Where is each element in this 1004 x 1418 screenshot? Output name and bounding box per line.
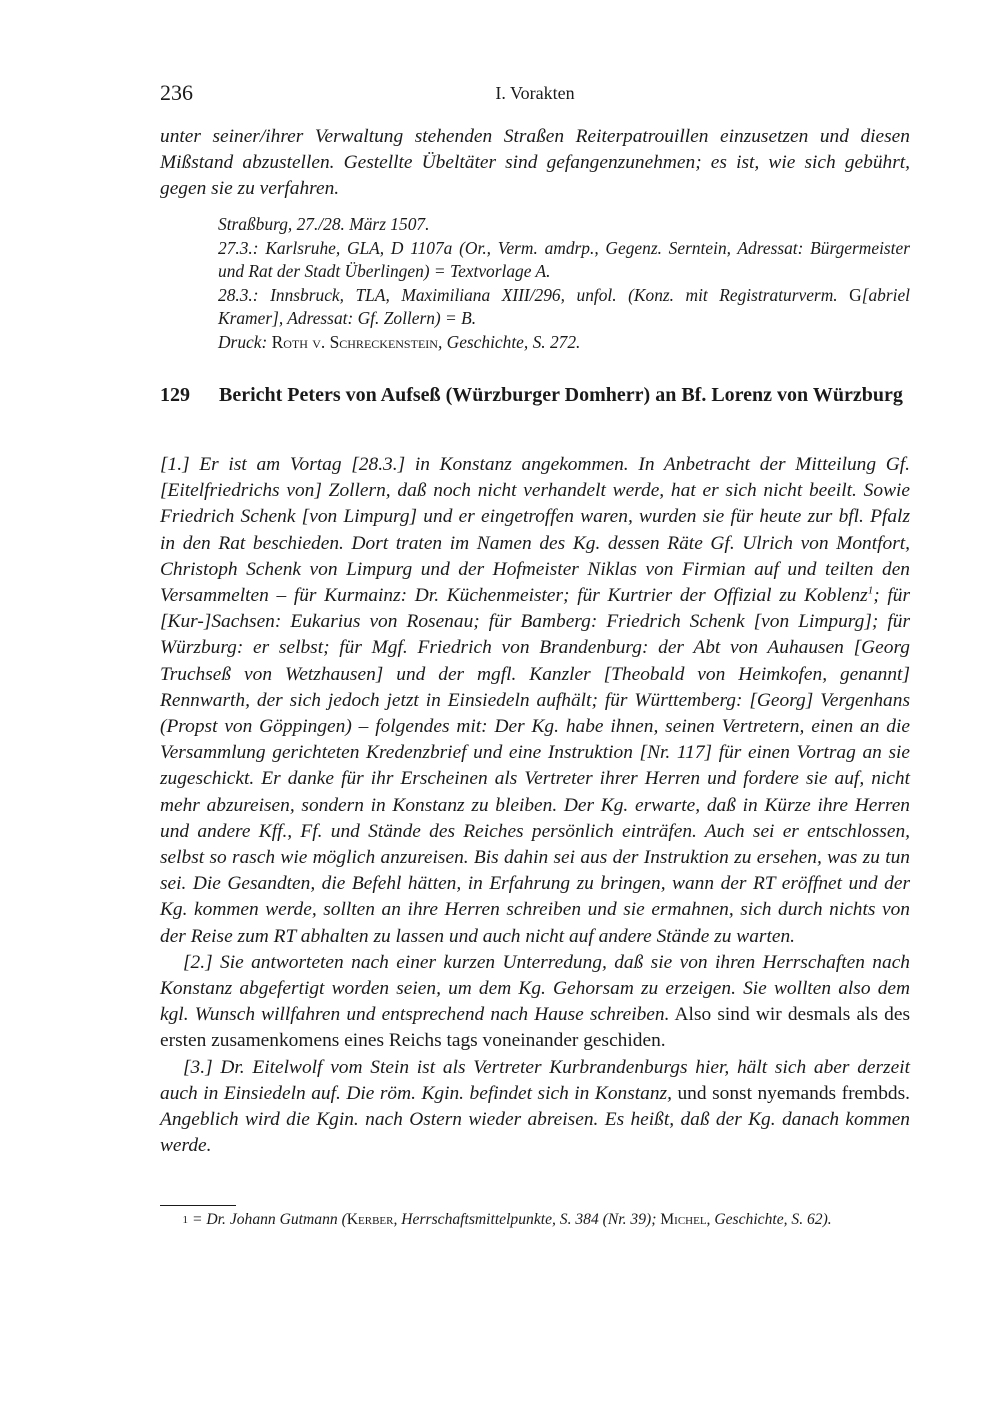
paragraph-2-quote: Also sind wir desmals als des ersten zusamenkomens eines Reichs tags voneinander geschiden. — [160, 1004, 910, 1052]
footnote-prefix: = Dr. Johann Gutmann ( — [192, 1211, 347, 1228]
footnote-text-2: , Geschichte, S. 62). — [706, 1211, 832, 1228]
paragraph-1-part-b: ; für [Kur-]Sachsen: Eukarius von Rosenau; für Bamberg: Friedrich Schenk [von Limpurg]; für Würzburg: er selbst; für Mgf. Friedrich von Brandenburg: der Abt von Auhausen [Georg Truchseß von Wetzhausen] und der mgfl. Kanzler [Theobald von Heimkofen, genannt] Rennwarth, der sich jedoch jetzt in Einsiedeln aufhält; für Württemberg: [Georg] Vergenhans (Propst von Göppingen) – folgendes mit: Der Kg. habe ihnen, seinen Vertretern, einen an die Versammlung gerichteten Kredenzbrief und eine Instruktion [Nr. 117] für einen Vortrag an sie zugeschickt. Er danke für ihr Erscheinen als Vertreter ihrer Herren und fordere sie auf, nicht mehr abzureisen, sondern in Konstanz zu bleiben. Der Kg. erwarte, daß in Kürze ihre Herren und andere Kff., Ff. und Stände des Reiches persönlich einträfen. Auch sei er entschlossen, selbst so rasch wie möglich anzureisen. Bis dahin sei aus der Instruktion zu ersehen, was zu tun sei. Die Gesandten, die Befehl hätten, in Erfahrung zu bringen, wann der RT eröffnet und der Kg. kommen werde, sollten an ihre Herren schreiben und sie ermahnen, sich durch nichts von der Reise zum RT abhalten zu lassen und auch nicht auf andere Stände zu warten. — [160, 585, 911, 947]
source-print-label: Druck: — [218, 331, 268, 352]
source-version-b-text: 28.3.: Innsbruck, TLA, Maximiliana XIII/296, unfol. (Konz. mit Registraturverm. — [218, 284, 838, 305]
source-version-b-upright: G — [849, 284, 862, 305]
source-version-b-end: [abriel Kramer], Adressat: Gf. Zollern) = B. — [218, 284, 911, 329]
paragraph-2 — [160, 950, 910, 1055]
footnote-author-2: Michel — [660, 1211, 707, 1228]
paragraph-1 — [160, 452, 910, 950]
source-place-date: Straßburg, 27./28. März 1507. — [218, 214, 430, 234]
document-number: 129 — [160, 384, 190, 406]
paragraph-3-italic: [3.] Dr. Eitelwolf vom Stein ist als Vertreter Kurbrandenburgs hier, hält sich aber derzeit auch in Einsiedeln auf. Die röm. Kgin. befindet sich in Konstanz, — [160, 1056, 910, 1104]
footnote-1 — [160, 1209, 910, 1231]
footnote-divider — [160, 1205, 236, 1206]
page-number: 236 — [160, 80, 193, 105]
source-print-rest: , Geschichte, S. 272. — [437, 331, 581, 352]
page-header — [160, 80, 910, 110]
source-version-a: 27.3.: Karlsruhe, GLA, D 1107a (Or., Verm. amdrp., Gegenz. Serntein, Adressat: Bürgermeister und Rat der Stadt Überlingen) = Textvorlage A. — [218, 237, 910, 282]
paragraph-3-quote: und sonst nyemands frembds. — [671, 1082, 911, 1104]
footnote-author-1: Kerber — [346, 1211, 394, 1228]
footnote-mark: 1 — [182, 1214, 188, 1226]
paragraph-3 — [160, 1055, 910, 1160]
intro-paragraph — [160, 124, 910, 203]
paragraph-2-italic: [2.] Sie antworteten nach einer kurzen Unterredung, daß sie von ihren Herrschaften nach Konstanz abgefertigt worden seien, um dem Kg. Gehorsam zu erzeigen. Sie wollten also dem kgl. Wunsch willfahren und entsprechend nach Hause schreiben. — [160, 951, 910, 1026]
document-title: Bericht Peters von Aufseß (Würzburger Domherr) an Bf. Lorenz von Würzburg — [219, 384, 903, 406]
intro-text: unter seiner/ihrer Verwaltung stehenden Straßen Reiterpatrouillen einzusetzen und diesen Mißstand abzustellen. Gestellte Übeltäter sind gefangenzunehmen; es ist, wie sich gebührt, gegen sie zu verfahren. — [160, 126, 910, 200]
running-head: I. Vorakten — [495, 83, 575, 103]
paragraph-3-italic-end: Angeblich wird die Kgin. nach Ostern wieder abreisen. Es heißt, daß der Kg. danach kommen werde. — [160, 1109, 910, 1157]
footnote-reference: 1 — [867, 584, 874, 597]
source-print-author: Roth v. Schreckenstein — [271, 331, 438, 352]
source-version-b — [218, 284, 910, 331]
document-body — [160, 452, 910, 1159]
source-print — [218, 331, 910, 355]
footnote-text-1: , Herrschaftsmittelpunkte, S. 384 (Nr. 39); — [393, 1211, 661, 1228]
paragraph-1-part-a: [1.] Er ist am Vortag [28.3.] in Konstanz angekommen. In Anbetracht der Mitteilung Gf. [Eitelfriedrichs von] Zollern, daß noch nicht verhandelt werde, hat er sich nicht beeilt. Sowie Friedrich Schenk [von Limpurg] und er eingetroffen waren, wurden sie für heute zur bfl. Pfalz in den Rat beschieden. Dort traten im Namen des Kg. dessen Räte Gf. Ulrich von Montfort, Christoph Schenk von Limpurg und der Hofmeister Niklas von Firmian auf und teilten den Versammelten – für Kurmainz: Dr. Küchenmeister; für Kurtrier der Offizial zu Koblenz — [160, 454, 910, 607]
source-note — [218, 213, 910, 355]
